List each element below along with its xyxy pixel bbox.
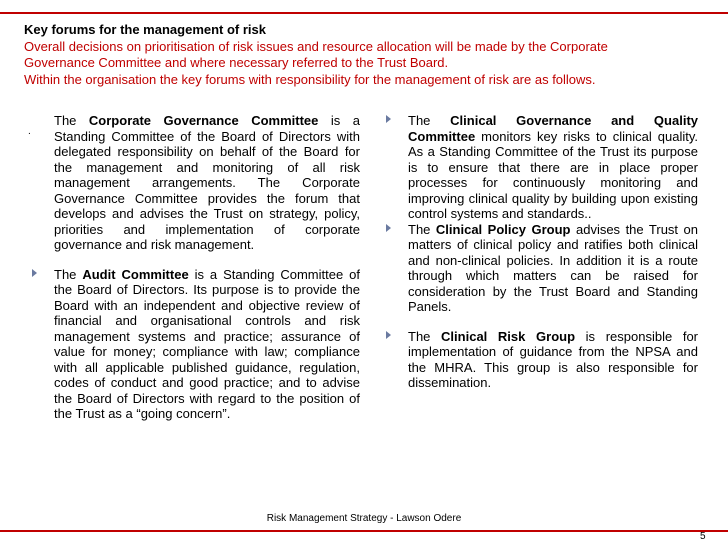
list-item-corporate-governance xyxy=(30,113,360,253)
bullet-dot-icon: . xyxy=(28,126,31,137)
list-item-clinical-risk xyxy=(384,329,698,391)
item-heading: Clinical Risk Group xyxy=(441,328,576,344)
intro-line-3: Within the organisation the key forums with responsibility for the management of risk are as follows. xyxy=(24,71,596,87)
item-heading: Corporate Governance Committee xyxy=(88,113,319,128)
item-heading: Clinical Policy Group xyxy=(435,221,571,237)
list-item-clinical-policy xyxy=(384,222,698,315)
triangle-bullet-icon xyxy=(386,224,391,232)
slide-title: Key forums for the management of risk xyxy=(24,22,266,37)
triangle-bullet-icon xyxy=(386,115,391,123)
item-heading: Audit Committee xyxy=(82,266,189,282)
item-prefix: The xyxy=(54,113,89,128)
item-prefix: The xyxy=(408,113,451,128)
slide-header xyxy=(24,22,714,88)
item-body: is a Standing Committee of the Board of Directors. Its purpose is to provide the Board with an independent and objective review of financial and organisational controls and risk management systems and practice; assurance of value for money; compliance with law; compliance with all applicable published guidance, regulation, codes of conduct and good practice; and to advise the Board of Directors with regard to the position of the Trust as a “going concern”. xyxy=(54,266,360,421)
item-body: is responsible for implementation of guidance from the NPSA and the MHRA. This group is also responsible for dissemination. xyxy=(408,328,698,390)
bottom-accent-rule xyxy=(0,530,728,532)
right-column xyxy=(384,113,698,405)
left-column xyxy=(30,113,360,436)
item-body: monitors key risks to clinical quality. As a Standing Committee of the Trust its purpose is to ensure that there are in place proper processes for continuously monitoring and improving clinical quality by building upon existing control systems and standards.. xyxy=(408,128,698,221)
item-prefix: The xyxy=(54,266,83,282)
triangle-bullet-icon xyxy=(32,269,37,277)
intro-line-1: Overall decisions on prioritisation of risk issues and resource allocation will be made by the Corporate xyxy=(24,38,608,54)
item-heading: Clinical Governance and Quality Committee xyxy=(408,113,698,144)
item-body: is a Standing Committee of the Board of Directors with delegated responsibility on behalf of the Board for the management and monitoring of all risk management arrangements. The Corporate Governance Committee provides the forum that develops and advises the Trust on strategy, policy, priorities and implementation of corporate governance and risk management. xyxy=(54,113,361,252)
item-body: advises the Trust on matters of clinical policy and ratifies both clinical and non-clinical policies. In addition it is a route through which matters can be raised for consideration by the Trust Board and Standing Panels. xyxy=(408,221,699,314)
footer-text: Risk Management Strategy - Lawson Odere xyxy=(266,513,462,524)
list-item-audit-committee xyxy=(30,267,360,422)
intro-text xyxy=(24,39,714,89)
item-prefix: The xyxy=(408,221,436,237)
item-prefix: The xyxy=(408,328,442,344)
triangle-bullet-icon xyxy=(386,331,391,339)
page-number: 5 xyxy=(700,531,706,542)
intro-line-2: Governance Committee and where necessary referred to the Trust Board. xyxy=(24,55,449,70)
list-item-clinical-governance xyxy=(384,113,698,222)
top-accent-rule xyxy=(0,12,728,14)
